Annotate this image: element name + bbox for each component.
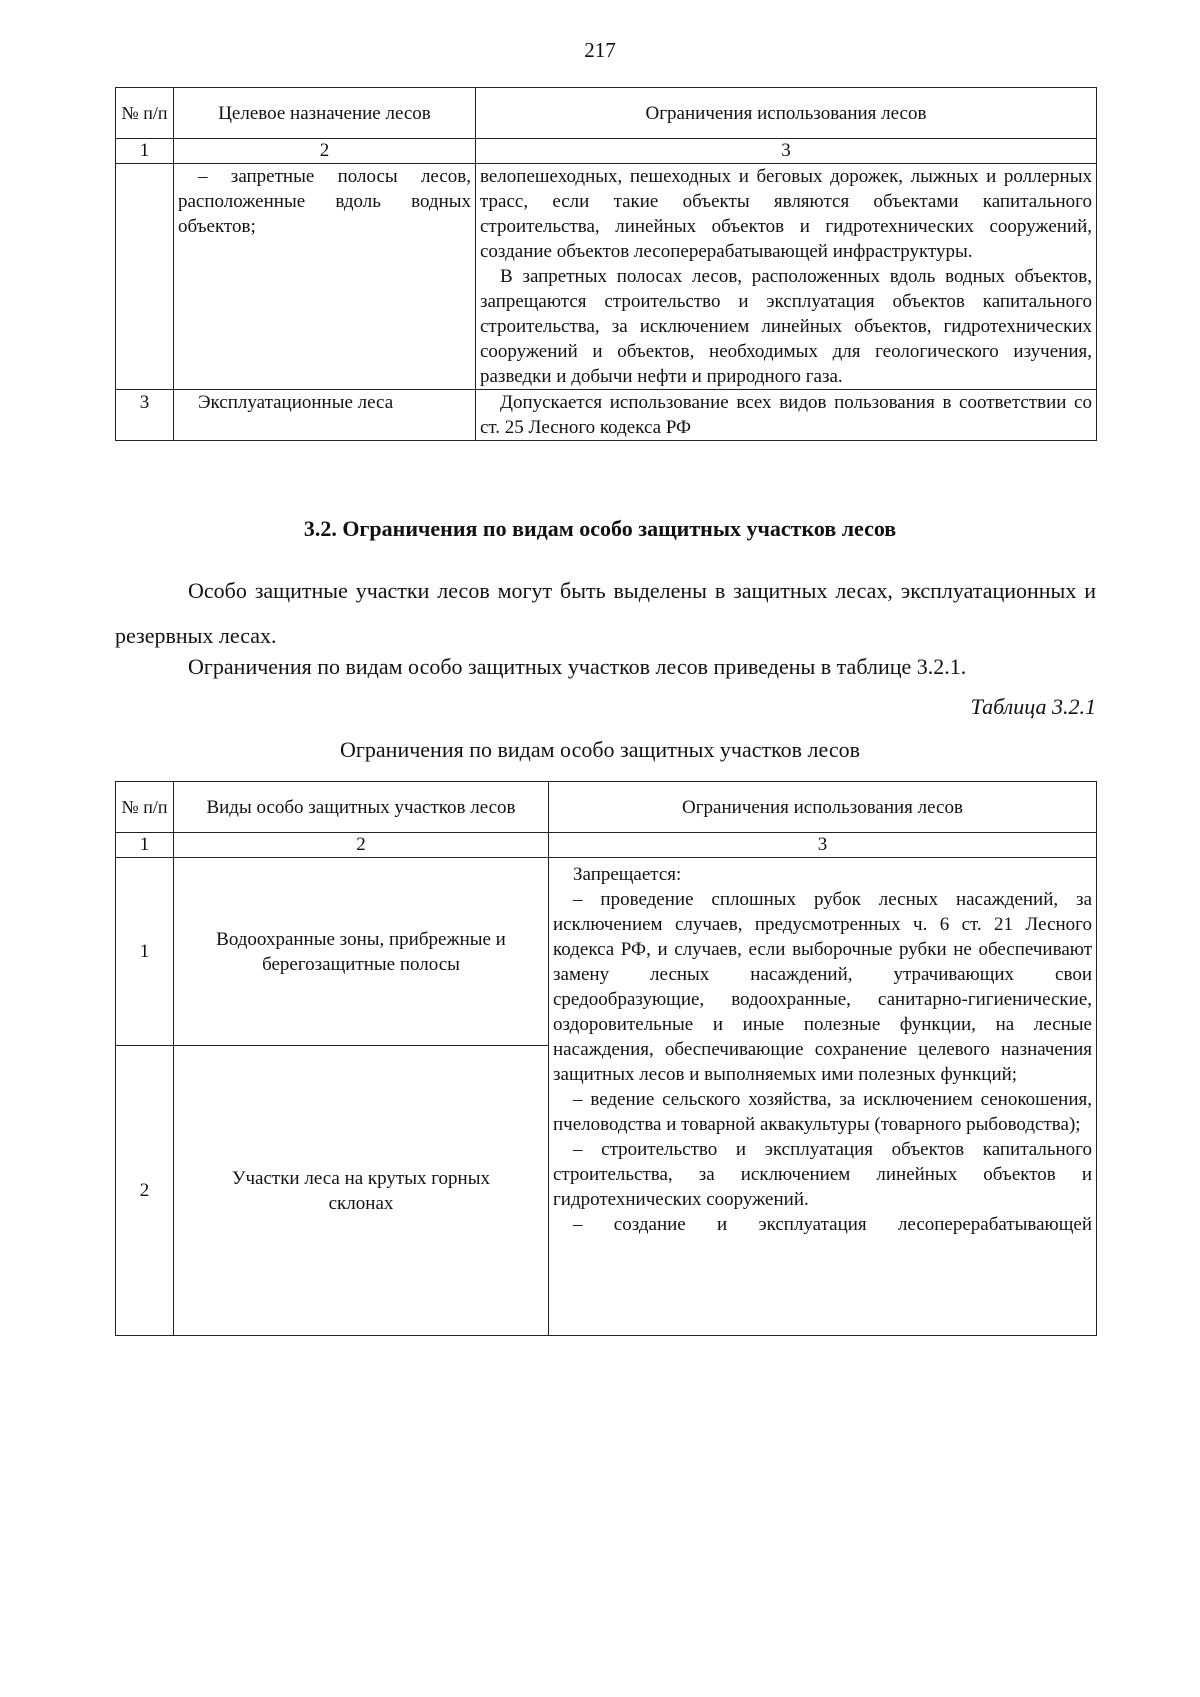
- row-restrictions: Допускается использование всех видов пользования в соответствии со ст. 25 Лесного кодекса РФ: [476, 390, 1097, 441]
- table-row: [116, 390, 1097, 441]
- index-cell: 3: [476, 139, 1097, 164]
- paragraph: Особо защитные участки лесов могут быть выделены в защитных лесах, эксплуатационных и резервных лесах.: [115, 578, 1096, 648]
- row-purpose: Эксплуатационные леса: [174, 390, 476, 441]
- protected-areas-table: [115, 781, 1097, 1336]
- index-cell: 1: [116, 833, 174, 858]
- table-header-row: [116, 782, 1097, 833]
- header-restrictions: Ограничения использования лесов: [549, 782, 1097, 833]
- row-type: Водоохранные зоны, прибрежные и берегозащитные полосы: [174, 858, 549, 1046]
- restrictions-item: – ведение сельского хозяйства, за исключением сенокошения, пчеловодства и товарной аквакультуры (товарного рыбоводства);: [553, 1089, 1092, 1135]
- page-number: 217: [584, 38, 616, 62]
- row-no: 2: [116, 1046, 174, 1336]
- row-no: 1: [116, 858, 174, 1046]
- row-purpose: – запретные полосы лесов, расположенные вдоль водных объектов;: [174, 164, 476, 390]
- row-restrictions: [549, 858, 1097, 1336]
- row-restrictions: [476, 164, 1097, 390]
- section-heading: 3.2. Ограничения по видам особо защитных участков лесов: [303, 516, 897, 541]
- paragraph: Ограничения по видам особо защитных участков лесов приведены в таблице 3.2.1.: [188, 654, 967, 679]
- header-no: № п/п: [116, 88, 174, 139]
- index-cell: 2: [174, 139, 476, 164]
- table-index-row: [116, 139, 1097, 164]
- row-type: Участки леса на крутых горных склонах: [174, 1046, 549, 1336]
- table-row: [116, 164, 1097, 390]
- row-no: [116, 164, 174, 390]
- restrictions-item: – строительство и эксплуатация объектов капитального строительства, за исключением линейных объектов и гидротехнических сооружений.: [553, 1139, 1092, 1210]
- table-title: Ограничения по видам особо защитных участков лесов: [340, 737, 860, 762]
- restrictions-text: велопешеходных, пешеходных и беговых дорожек, лыжных и роллерных трасс, если такие объекты являются объектами капитального строительства, линейных объектов и гидротехнических сооружений, создание объектов лесоперерабатывающей инфраструктуры.: [480, 166, 1092, 262]
- header-no: № п/п: [116, 782, 174, 833]
- table-row: [116, 858, 1097, 1046]
- index-cell: 1: [116, 139, 174, 164]
- table-header-row: [116, 88, 1097, 139]
- forest-purpose-table: [115, 87, 1097, 441]
- index-cell: 3: [549, 833, 1097, 858]
- restrictions-intro: Запрещается:: [573, 864, 682, 885]
- header-type: Виды особо защитных участков лесов: [174, 782, 549, 833]
- row-no: 3: [116, 390, 174, 441]
- table-label: Таблица 3.2.1: [970, 694, 1096, 719]
- restrictions-item: – создание и эксплуатация лесоперерабатывающей: [573, 1214, 1092, 1235]
- table-index-row: [116, 833, 1097, 858]
- header-purpose: Целевое назначение лесов: [174, 88, 476, 139]
- restrictions-item: – проведение сплошных рубок лесных насаждений, за исключением случаев, предусмотренных ч. 6 ст. 21 Лесного кодекса РФ, и случаев, если выборочные рубки не обеспечивают замену лесных насаждений, утрачивающих свои средообразующие, водоохранные, санитарно-гигиенические, оздоровительные и иные полезные функции, на лесные насаждения, обеспечивающие сохранение целевого назначения защитных лесов и выполняемых ими полезных функций;: [553, 889, 1092, 1085]
- restrictions-text: В запретных полосах лесов, расположенных вдоль водных объектов, запрещаются строительство и эксплуатация объектов капитального строительства, за исключением линейных объектов, гидротехнических сооружений и объектов, необходимых для геологического изучения, разведки и добычи нефти и природного газа.: [480, 266, 1092, 387]
- index-cell: 2: [174, 833, 549, 858]
- header-restrictions: Ограничения использования лесов: [476, 88, 1097, 139]
